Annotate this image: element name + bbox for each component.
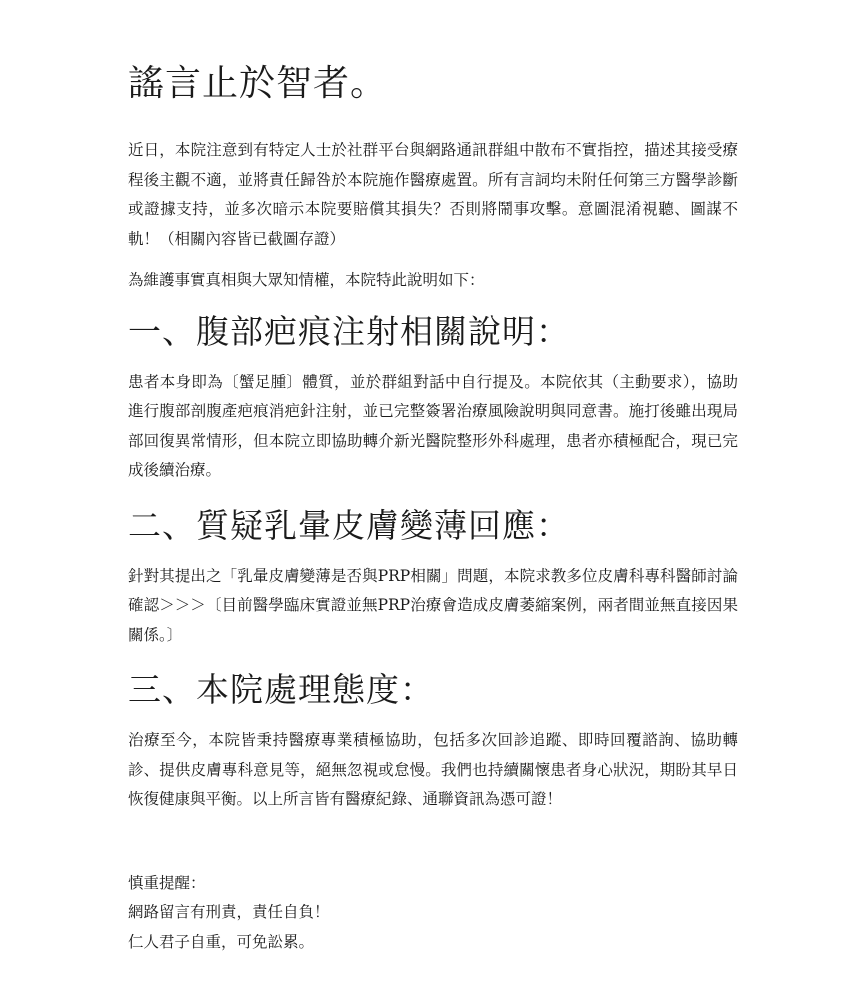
reminder-block xyxy=(128,869,738,958)
reminder-line-1: 網路留言有刑責，責任自負！ xyxy=(128,903,330,921)
lead-paragraph: 為維護事實真相與大眾知情權，本院特此說明如下： xyxy=(128,271,485,289)
section-heading-clinic-attitude: 三、本院處理態度： xyxy=(128,670,434,709)
page-title: 謠言止於智者。 xyxy=(128,63,388,104)
section-body-abdominal-scar: 患者本身即為〔蟹足腫〕體質，並於群組對話中自行提及。本院依其（主動要求），協助進行腹部剖腹產疤痕消疤針注射，並已完整簽署治療風險說明與同意書。施打後雖出現局部回復異常情形，但本院立即協助轉介新光醫院整形外科處理，患者亦積極配合，現已完成後續治療。 xyxy=(128,372,738,479)
section-body-clinic-attitude: 治療至今，本院皆秉持醫療專業積極協助，包括多次回診追蹤、即時回覆諮詢、協助轉診、提供皮膚專科意見等，絕無忽視或怠慢。我們也持續關懷患者身心狀況，期盼其早日恢復健康與平衡。以上所言皆有醫療紀錄、通聯資訊為憑可證！ xyxy=(128,731,738,808)
reminder-line-2: 仁人君子自重，可免訟累。 xyxy=(128,932,315,951)
document-page xyxy=(128,58,738,957)
intro-paragraph: 近日，本院注意到有特定人士於社群平台與網路通訊群組中散布不實指控，描述其接受療程後主觀不適，並將責任歸咎於本院施作醫療處置。所有言詞均未附任何第三方醫學診斷或證據支持，並多次暗示本院要賠償其損失？否則將鬧事攻擊。意圖混淆視聽、圖謀不軌！（相關內容皆已截圖存證） xyxy=(128,141,738,248)
section-heading-abdominal-scar: 一、腹部疤痕注射相關說明： xyxy=(128,311,570,351)
reminder-label: 慎重提醒： xyxy=(128,873,206,892)
section-body-areola-skin: 針對其提出之「乳暈皮膚變薄是否與PRP相關」問題，本院求教多位皮膚科專科醫師討論確認＞＞＞〔目前醫學臨床實證並無PRP治療會造成皮膚萎縮案例，兩者間並無直接因果關係。〕 xyxy=(128,566,738,644)
section-heading-areola-skin: 二、質疑乳暈皮膚變薄回應： xyxy=(128,505,570,545)
